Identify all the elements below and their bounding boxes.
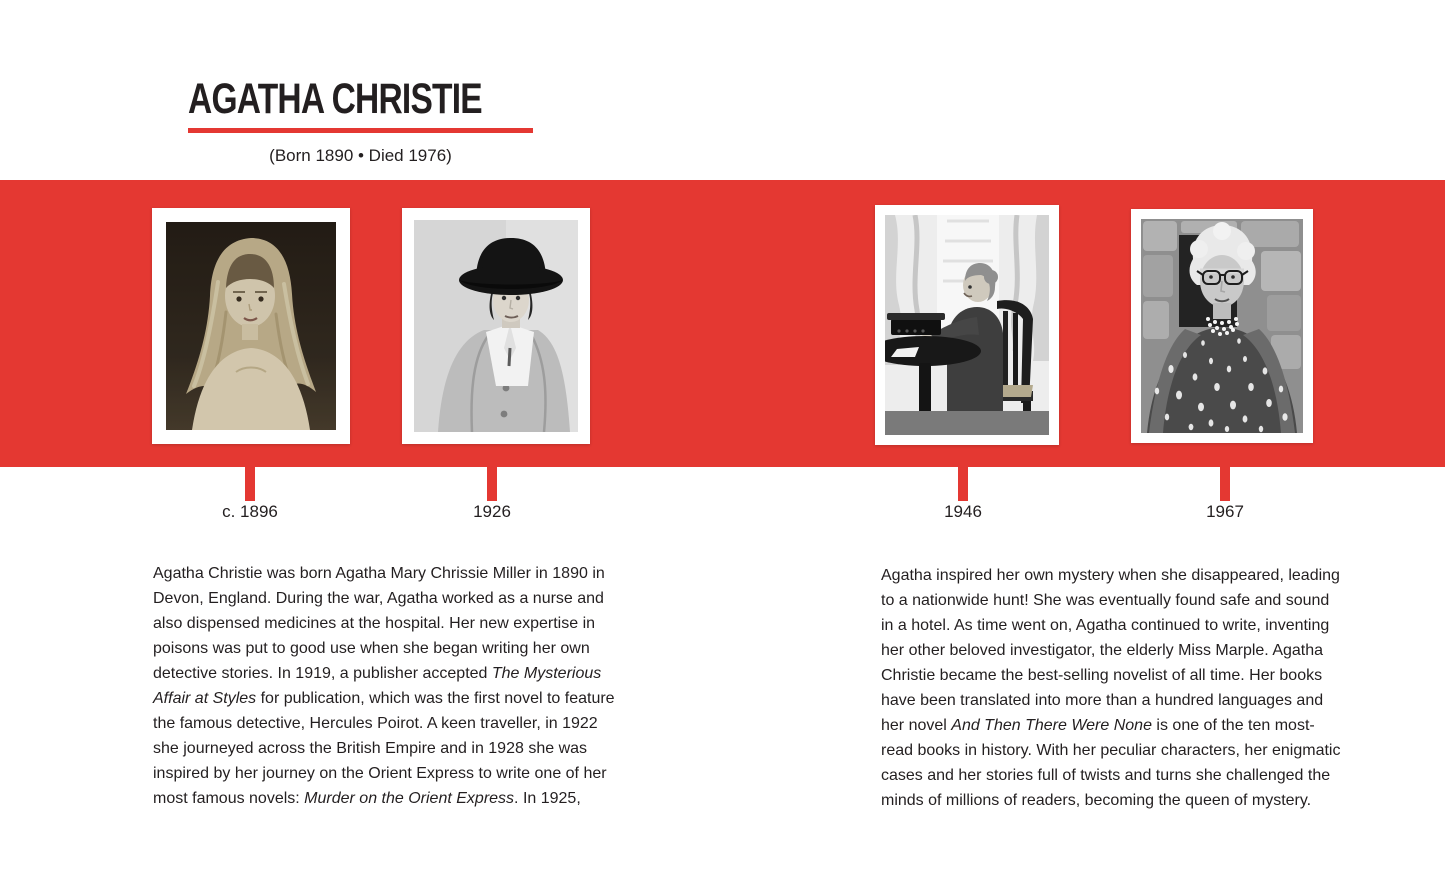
photo-1926-hat-portrait bbox=[402, 208, 590, 444]
timeline-year-1946: 1946 bbox=[944, 502, 982, 521]
timeline-year-1926: 1926 bbox=[473, 502, 511, 521]
timeline-tick-1896 bbox=[245, 467, 255, 501]
timeline-year-1896: c. 1896 bbox=[222, 502, 278, 521]
photo-1946-illustration bbox=[885, 215, 1049, 435]
timeline-tick-1967 bbox=[1220, 467, 1230, 501]
timeline-tick-1926 bbox=[487, 467, 497, 501]
photo-1967-illustration bbox=[1141, 219, 1303, 433]
timeline-band bbox=[0, 180, 1445, 467]
photo-1967-elder-portrait bbox=[1131, 209, 1313, 443]
photo-1896-child-portrait bbox=[152, 208, 350, 444]
page-title: AGATHA CHRISTIE bbox=[188, 75, 482, 123]
bio-paragraph-early-life: Agatha Christie was born Agatha Mary Chrissie Miller in 1890 in Devon, England. During the war, Agatha worked as a nurse and also dispensed medicines at the hospital. Her new expertise in poisons was put to good use when she began writing her own detective stories. In 1919, a publisher accepted The Mysterious Affair at Styles for publication, which was the first novel to feature the famous detective, Hercules Poirot. A keen traveller, in 1922 she journeyed across the British Empire and in 1928 she was inspired by her journey on the Orient Express to write one of her most famous novels: Murder on the Orient Express. In 1925, bbox=[153, 565, 615, 807]
title-underline bbox=[188, 128, 533, 133]
photo-1946-typewriter bbox=[875, 205, 1059, 445]
photo-1926-illustration bbox=[414, 220, 578, 432]
timeline-tick-1946 bbox=[958, 467, 968, 501]
birth-death-dates: (Born 1890 • Died 1976) bbox=[269, 146, 452, 165]
bio-paragraph-later-life: Agatha inspired her own mystery when she disappeared, leading to a nationwide hunt! She was eventually found safe and sound in a hotel. As time went on, Agatha continued to write, inventing her other beloved investigator, the elderly Miss Marple. Agatha Christie became the best-selling novelist of all time. Her books have been translated into more than a hundred languages and her novel And Then There Were None is one of the ten most-read books in history. With her peculiar characters, her enigmatic cases and her stories full of twists and turns she challenged the minds of millions of readers, becoming the queen of mystery. bbox=[881, 567, 1341, 809]
photo-1896-illustration bbox=[166, 222, 336, 430]
timeline-year-1967: 1967 bbox=[1206, 502, 1244, 521]
